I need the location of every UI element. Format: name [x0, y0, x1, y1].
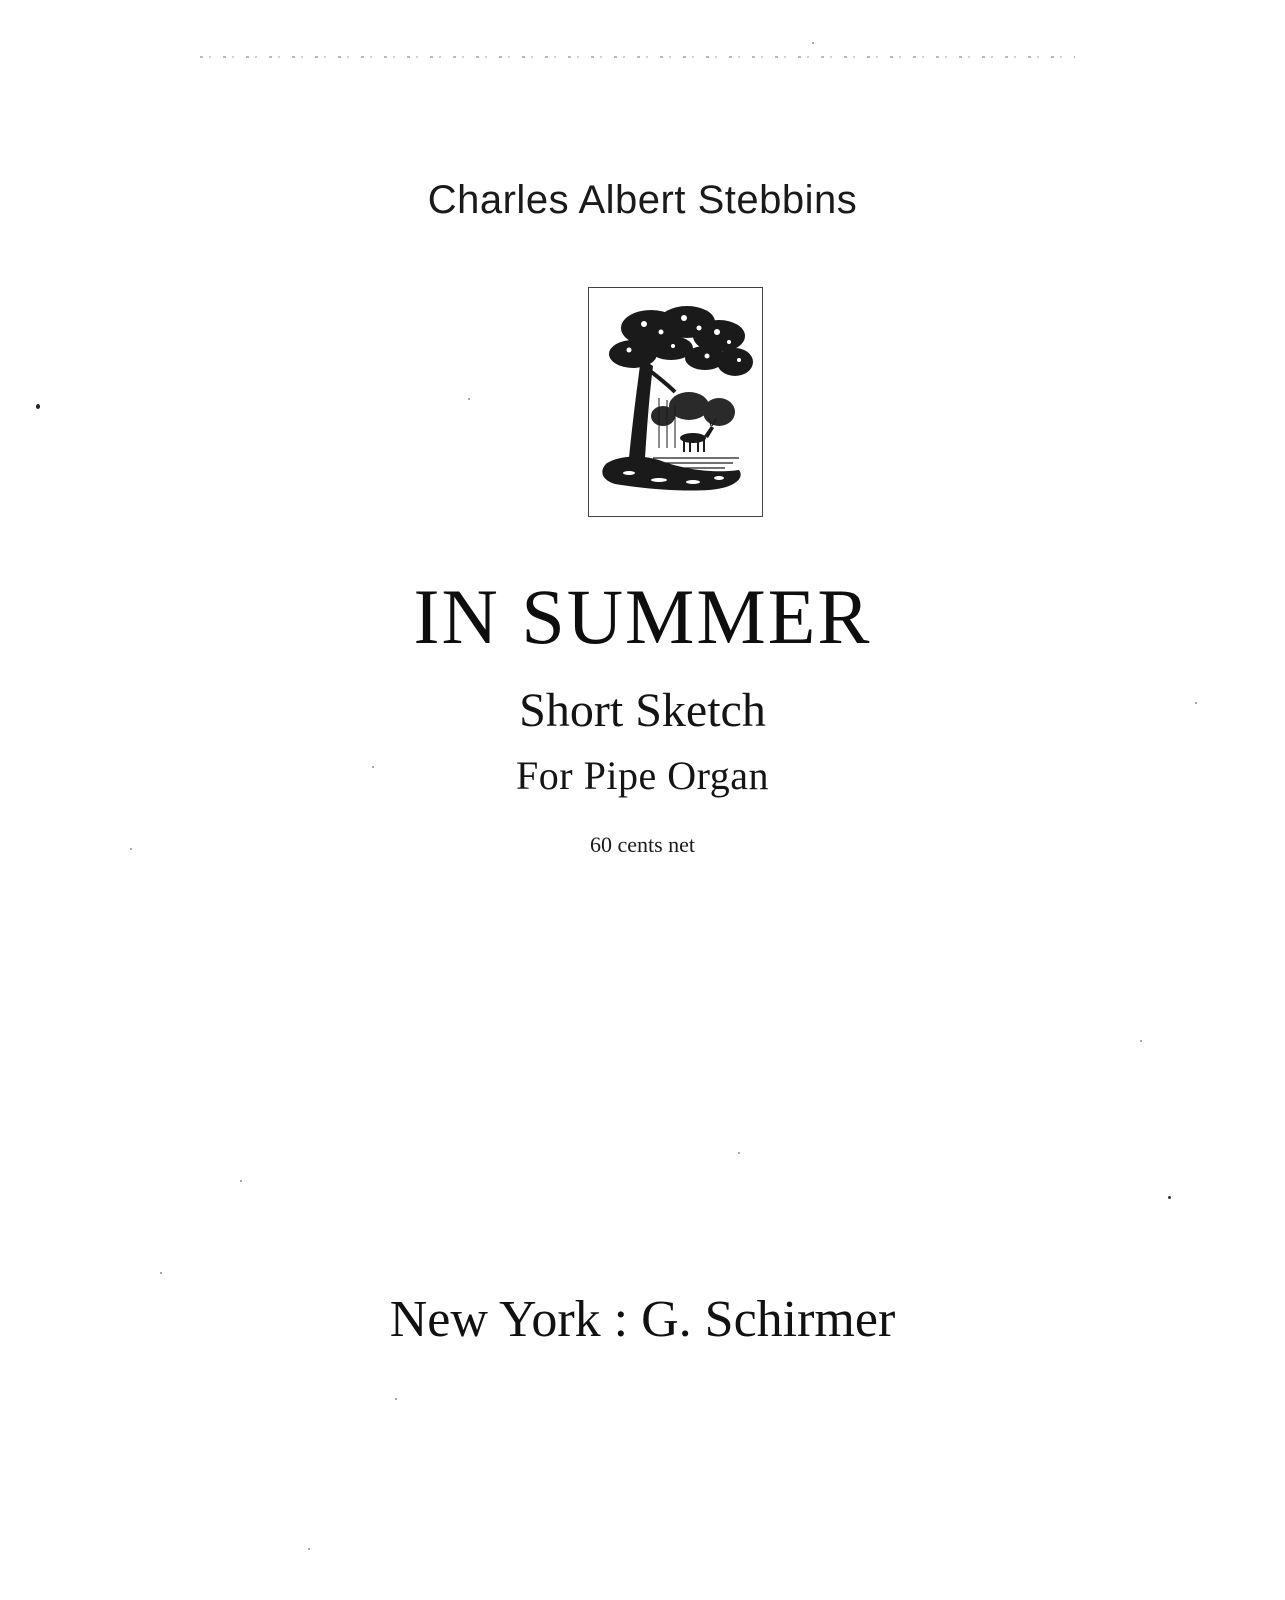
work-title: IN SUMMER — [413, 573, 872, 660]
price-label: 60 cents net — [589, 832, 696, 857]
scan-speck — [1168, 1196, 1171, 1199]
publisher-imprint: New York : G. Schirmer — [389, 1291, 896, 1348]
scan-speck — [1140, 1040, 1142, 1042]
scan-speck — [240, 1180, 242, 1182]
scan-speck — [308, 1548, 310, 1550]
work-subtitle: Short Sketch — [519, 684, 766, 737]
woodcut-illustration — [589, 288, 761, 515]
scan-speck — [468, 398, 470, 400]
scan-speck — [36, 404, 40, 409]
scan-speck — [738, 1152, 740, 1154]
scan-speck — [160, 1272, 162, 1274]
scan-speck — [812, 42, 814, 44]
scan-artifact-line — [200, 56, 1075, 58]
scan-speck — [395, 1398, 397, 1400]
tree-landscape-vignette — [588, 287, 763, 517]
instrumentation: For Pipe Organ — [516, 753, 769, 798]
composer-name: Charles Albert Stebbins — [427, 178, 858, 222]
